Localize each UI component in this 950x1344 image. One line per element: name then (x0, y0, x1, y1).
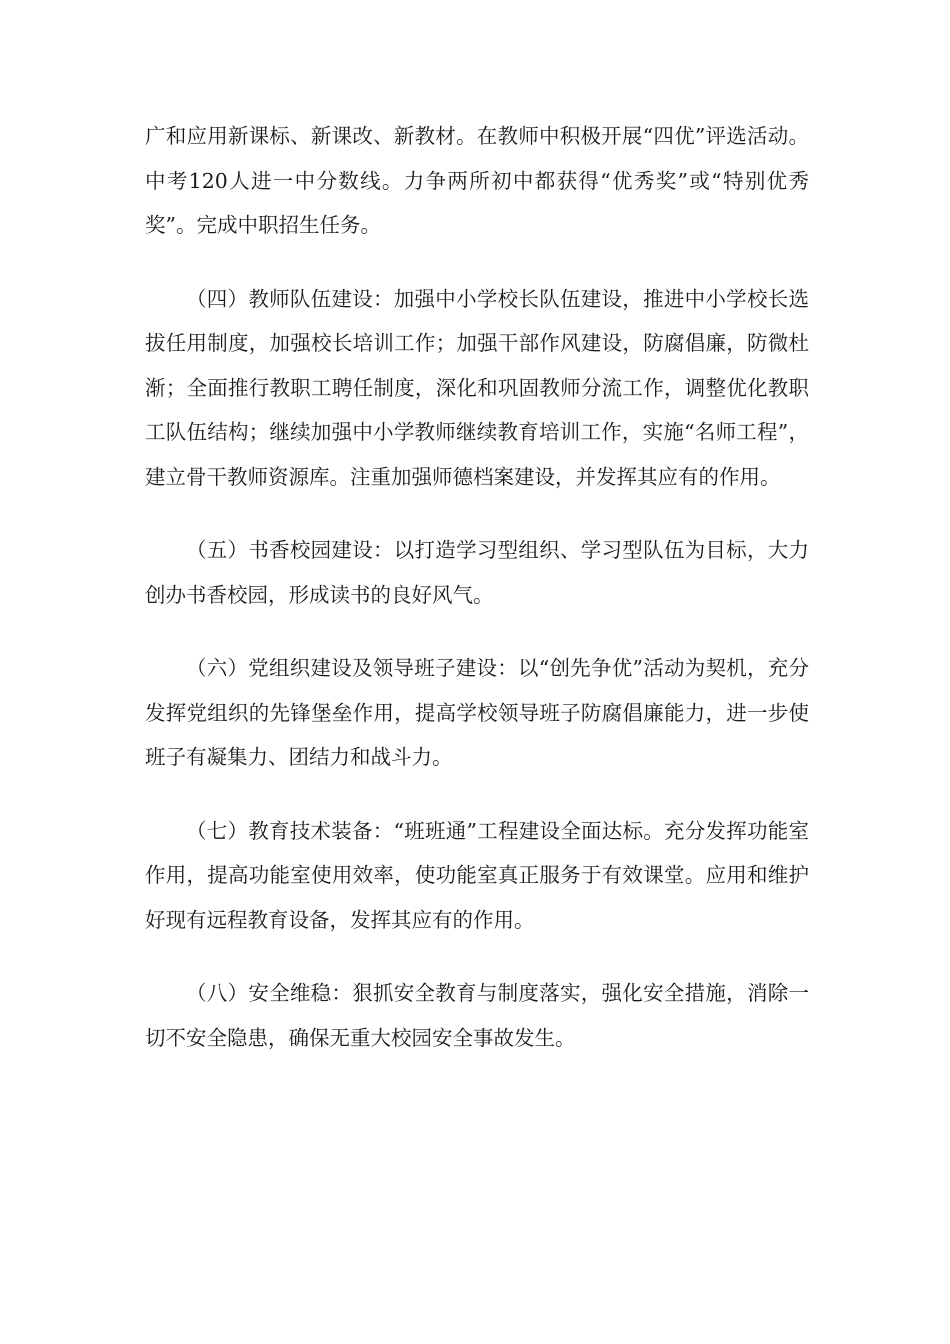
paragraph-education-tech: （七）教育技术装备：“班班通”工程建设全面达标。充分发挥功能室作用，提高功能室使用效率，使功能室真正服务于有效课堂。应用和维护好现有远程教育设备，发挥其应有的作用。 (145, 818, 809, 932)
paragraph-reading-campus: （五）书香校园建设：以打造学习型组织、学习型队伍为目标，大力创办书香校园，形成读书的良好风气。 (145, 538, 809, 607)
paragraph-party-leadership: （六）党组织建设及领导班子建设：以“创先争优”活动为契机，充分发挥党组织的先锋堡垒作用，提高学校领导班子防腐倡廉能力，进一步使班子有凝集力、团结力和战斗力。 (145, 656, 809, 769)
paragraph-safety: （八）安全维稳：狠抓安全教育与制度落实，强化安全措施，消除一切不安全隐患，确保无重大校园安全事故发生。 (145, 981, 809, 1050)
paragraph-teacher-team: （四）教师队伍建设：加强中小学校长队伍建设，推进中小学校长选拔任用制度，加强校长培训工作；加强干部作风建设，防腐倡廉，防微杜渐；全面推行教职工聘任制度，深化和巩固教师分流工作，调整优化教职工队伍结构；继续加强中小学教师继续教育培训工作，实施“名师工程”，建立骨干教师资源库。注重加强师德档案建设，并发挥其应有的作用。 (145, 286, 809, 489)
document-body (145, 114, 809, 1089)
paragraph-continued: 广和应用新课标、新课改、新教材。在教师中积极开展“四优”评选活动。中考120人进一中分数线。力争两所初中都获得“优秀奖”或“特别优秀奖”。完成中职招生任务。 (145, 124, 809, 237)
